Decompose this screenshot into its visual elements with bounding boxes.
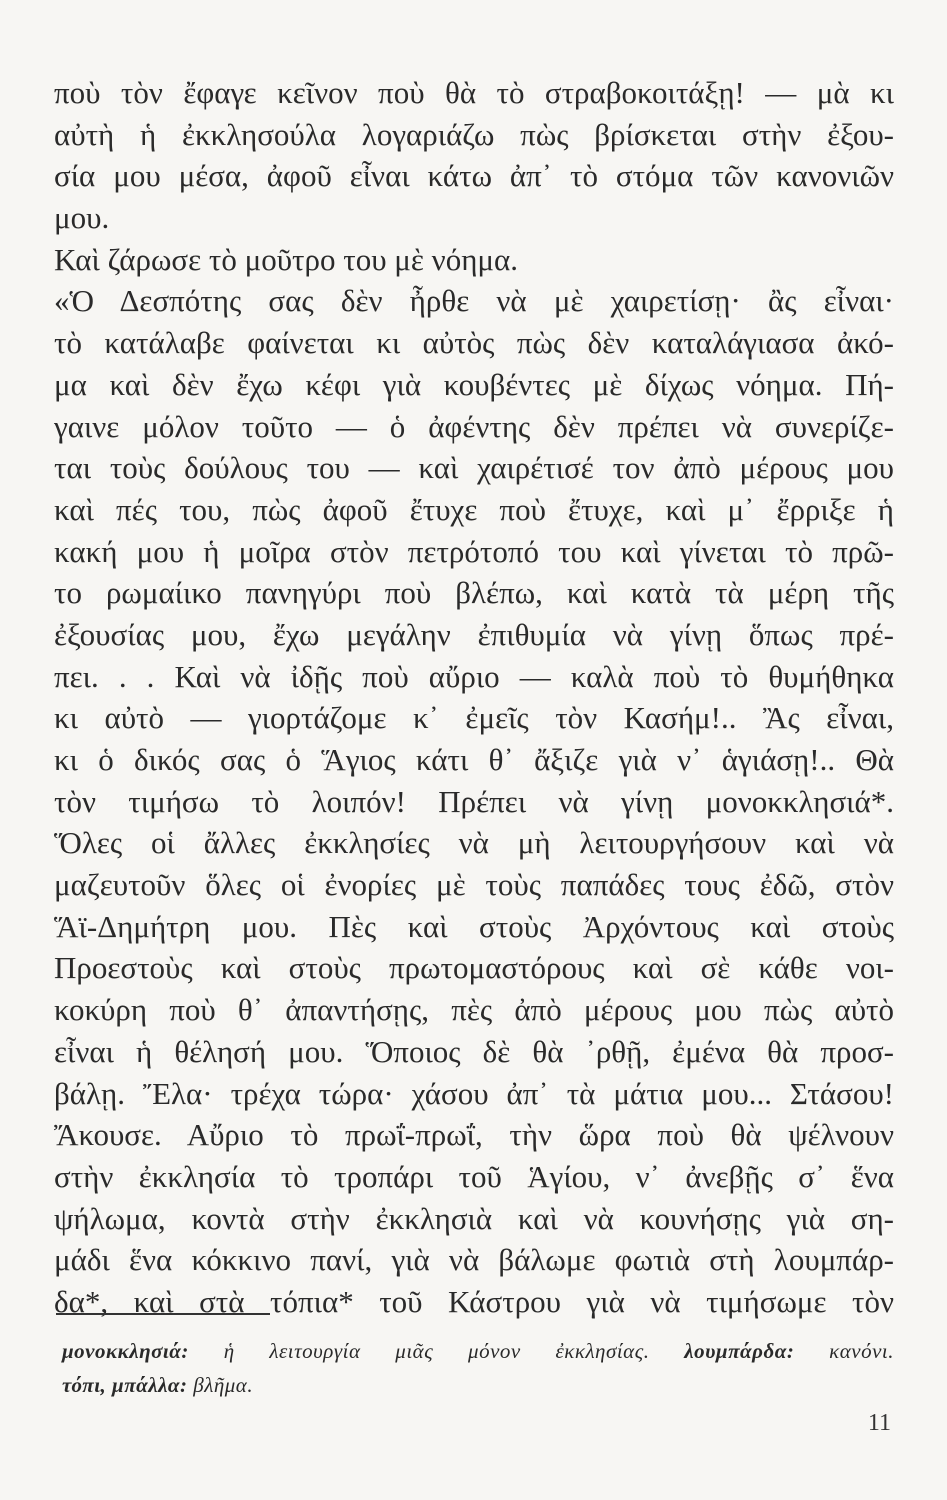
footnote-definition: κανόνι. bbox=[794, 1339, 894, 1363]
text-line: αὐτὴ ἡ ἐκκλησούλα λογαριάζω πὼς βρίσκεται στὴν ἐξου- bbox=[54, 116, 894, 152]
footnote-term: μονοκκλησιά: bbox=[62, 1339, 189, 1363]
text-line: κι ὁ δικός σας ὁ Ἅγιος κάτι θ᾽ ἄξιζε γιὰ ν᾽ ἁγιάσῃ!.. Θὰ bbox=[54, 742, 894, 777]
text-line: ποὺ τὸν ἔφαγε κεῖνον ποὺ θὰ τὸ στραβοκοιτάξῃ! — μὰ κι bbox=[54, 75, 894, 110]
text-line: Ἄκουσε. Αὔριο τὸ πρωΐ-πρωΐ, τὴν ὥρα ποὺ θὰ ψέλνουν bbox=[54, 1117, 894, 1153]
text-line: μαζευτοῦν ὅλες οἱ ἐνορίες μὲ τοὺς παπάδες τους ἐδῶ, στὸν bbox=[54, 867, 894, 903]
footnote-line bbox=[62, 1334, 894, 1368]
text-line: «Ὁ Δεσπότης σας δὲν ἦρθε νὰ μὲ χαιρετίσῃ· ἂς εἶναι· bbox=[54, 283, 894, 319]
body-text bbox=[54, 72, 894, 1323]
text-line: στὴν ἐκκλησία τὸ τροπάρι τοῦ Ἁγίου, ν᾽ ἀνεβῇς σ᾽ ἕνα bbox=[54, 1158, 894, 1194]
footnote-line bbox=[62, 1368, 894, 1402]
text-line: τὸ κατάλαβε φαίνεται κι αὐτὸς πὼς δὲν καταλάγιασα ἀκό- bbox=[54, 325, 894, 361]
text-line: Προεστοὺς καὶ στοὺς πρωτομαστόρους καὶ σὲ κάθε νοι- bbox=[54, 950, 894, 986]
footnote-definition: ἡ λειτουργία μιᾶς μόνον ἐκκλησίας. bbox=[188, 1339, 685, 1363]
text-line: κι αὐτὸ — γιορτάζομε κ᾽ ἐμεῖς τὸν Κασήμ!.. Ἂς εἶναι, bbox=[54, 700, 894, 736]
text-line: πει. . . Καὶ νὰ ἰδῇς ποὺ αὔριο — καλὰ ποὺ τὸ θυμήθηκα bbox=[54, 658, 894, 694]
text-line: μάδι ἕνα κόκκινο πανί, γιὰ νὰ βάλωμε φωτιὰ στὴ λουμπάρ- bbox=[54, 1242, 894, 1278]
text-line: καὶ πές του, πὼς ἀφοῦ ἔτυχε ποὺ ἔτυχε, καὶ μ᾽ ἔρριξε ἡ bbox=[54, 491, 894, 527]
text-line: μα καὶ δὲν ἔχω κέφι γιὰ κουβέντες μὲ δίχως νόημα. Πή- bbox=[54, 366, 894, 402]
footnote-definition: βλῆμα. bbox=[187, 1373, 254, 1397]
text-line: δα*, καὶ στὰ τόπια* τοῦ Κάστρου γιὰ νὰ τιμήσωμε τὸν bbox=[54, 1283, 894, 1319]
text-line: βάλῃ. Ἔλα· τρέχα τώρα· χάσου ἀπ᾽ τὰ μάτια μου... Στάσου! bbox=[54, 1075, 894, 1111]
footnotes bbox=[62, 1334, 894, 1402]
text-line: Ὅλες οἱ ἄλλες ἐκκλησίες νὰ μὴ λειτουργήσουν καὶ νὰ bbox=[54, 825, 894, 861]
footnote-term: τόπι, μπάλλα: bbox=[62, 1373, 188, 1397]
text-line: ψήλωμα, κοντὰ στὴν ἐκκλησιὰ καὶ νὰ κουνήσῃς γιὰ ση- bbox=[54, 1200, 894, 1236]
text-line: σία μου μέσα, ἀφοῦ εἶναι κάτω ἀπ᾽ τὸ στόμα τῶν κανονιῶν bbox=[54, 158, 894, 194]
text-line: ἐξουσίας μου, ἔχω μεγάλην ἐπιθυμία νὰ γίνῃ ὅπως πρέ- bbox=[54, 616, 894, 652]
text-line: τὸν τιμήσω τὸ λοιπόν! Πρέπει νὰ γίνῃ μονοκκλησιά*. bbox=[54, 783, 894, 819]
text-line: γαινε μόλον τοῦτο — ὁ ἀφέντης δὲν πρέπει νὰ συνερίζε- bbox=[54, 408, 894, 444]
text-line: μου. bbox=[54, 200, 110, 236]
text-line: το ρωμαίικο πανηγύρι ποὺ βλέπω, καὶ κατὰ τὰ μέρη τῆς bbox=[54, 575, 894, 611]
footnote-term: λουμπάρδα: bbox=[684, 1339, 795, 1363]
text-line: ται τοὺς δούλους του — καὶ χαιρέτισέ τον ἀπὸ μέρους μου bbox=[54, 450, 894, 486]
text-line: κοκύρη ποὺ θ᾽ ἀπαντήσῃς, πὲς ἀπὸ μέρους μου πὼς αὐτὸ bbox=[54, 992, 894, 1028]
page-number: 11 bbox=[867, 1410, 891, 1436]
text-line: Ἅϊ-Δημήτρη μου. Πὲς καὶ στοὺς Ἀρχόντους καὶ στοὺς bbox=[54, 908, 894, 944]
text-line: κακή μου ἡ μοῖρα στὸν πετρότοπό του καὶ γίνεται τὸ πρῶ- bbox=[54, 533, 894, 569]
footnote-divider bbox=[56, 1313, 270, 1315]
text-line: Καὶ ζάρωσε τὸ μοῦτρο του μὲ νόημα. bbox=[54, 241, 519, 277]
text-line: εἶναι ἡ θέλησή μου. Ὅποιος δὲ θὰ ᾽ρθῇ, ἐμένα θὰ προσ- bbox=[54, 1033, 894, 1069]
